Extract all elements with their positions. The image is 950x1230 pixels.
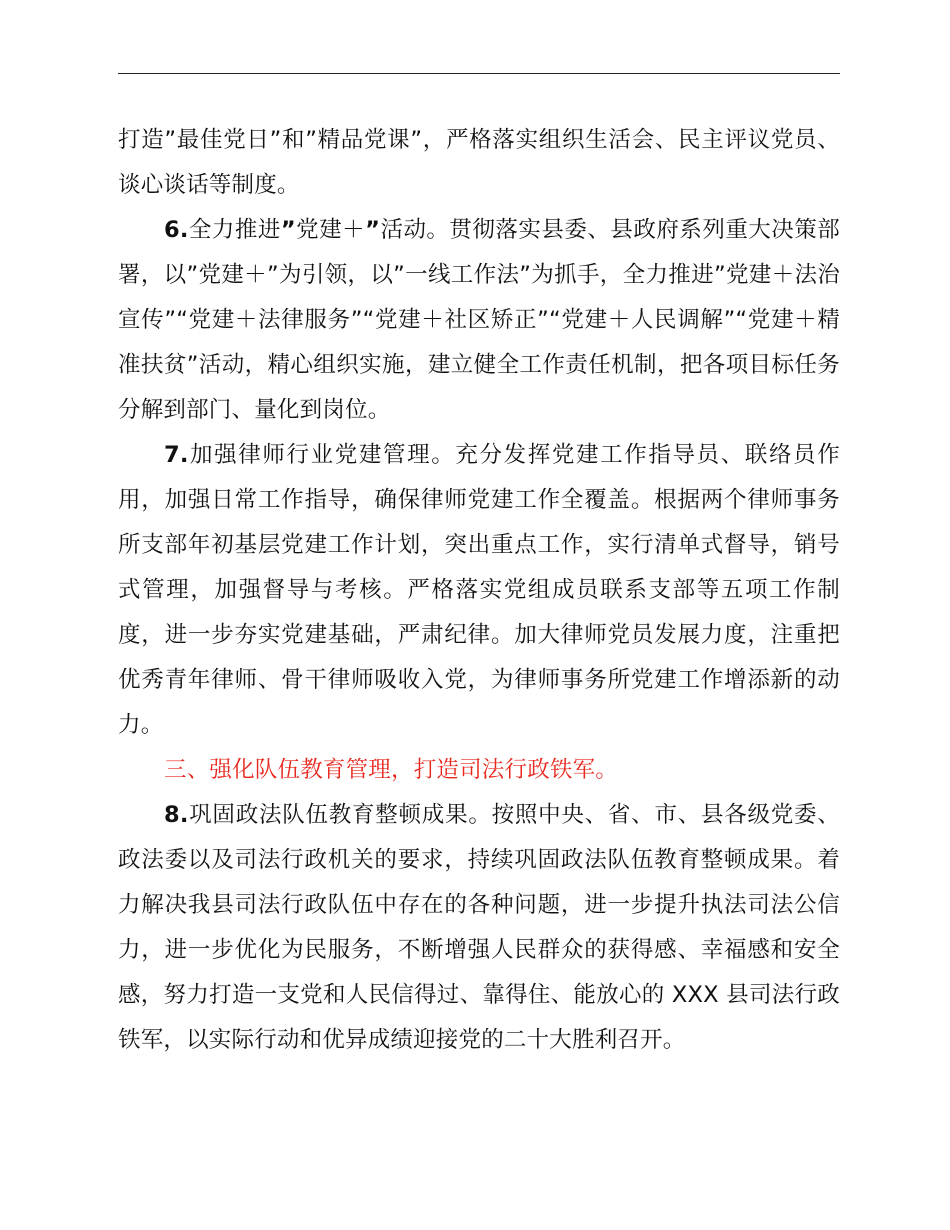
item-6-quote-open: ” <box>280 217 296 243</box>
header-rule <box>118 73 840 74</box>
paragraph-continuation: 打造”最佳党日”和”精品党课”，严格落实组织生活会、民主评议党员、谈心谈话等制度。 <box>118 127 840 198</box>
item-6-text: 活动。贯彻落实县委、县政府系列重大决策部署，以”党建＋”为引领，以”一线工作法”为抓手，全力推进”党建＋法治宣传”“党建＋法律服务”“党建＋社区矫正”“党建＋人民调解”“党建＋精准扶贫”活动，精心组织实施，建立健全工作责任机制，把各项目标任务分解到部门、量化到岗位。 <box>118 217 840 423</box>
document-body <box>118 118 840 1063</box>
paragraph-item-8 <box>118 793 840 1063</box>
item-8-text: 巩固政法队伍教育整顿成果。按照中央、省、市、县各级党委、政法委以及司法行政机关的要求，持续巩固政法队伍教育整顿成果。着力解决我县司法行政队伍中存在的各种问题，进一步提升执法司法公信力，进一步优化为民服务，不断增强人民群众的获得感、幸福感和安全感，努力打造一支党和人民信得过、靠得住、能放心的 XXX 县司法行政铁军，以实际行动和优异成绩迎接党的二十大胜利召开。 <box>118 802 840 1053</box>
paragraph-item-7 <box>118 433 840 748</box>
section-heading-3: 三、强化队伍教育管理，打造司法行政铁军。 <box>164 757 619 783</box>
item-6-lead-mid: 党建＋ <box>295 217 366 243</box>
paragraph-item-6 <box>118 208 840 433</box>
item-number-8: 8. <box>164 802 189 828</box>
item-7-text: 加强律师行业党建管理。充分发挥党建工作指导员、联络员作用，加强日常工作指导，确保律师党建工作全覆盖。根据两个律师事务所支部年初基层党建工作计划，突出重点工作，实行清单式督导，销号式管理，加强督导与考核。严格落实党组成员联系支部等五项工作制度，进一步夯实党建基础，严肃纪律。加大律师党员发展力度，注重把优秀青年律师、骨干律师吸收入党，为律师事务所党建工作增添新的动力。 <box>118 442 840 738</box>
item-6-quote-close: ” <box>365 217 381 243</box>
item-6-lead: 全力推进 <box>188 217 281 243</box>
item-number-6: 6. <box>164 217 189 243</box>
item-number-7: 7. <box>164 442 189 468</box>
